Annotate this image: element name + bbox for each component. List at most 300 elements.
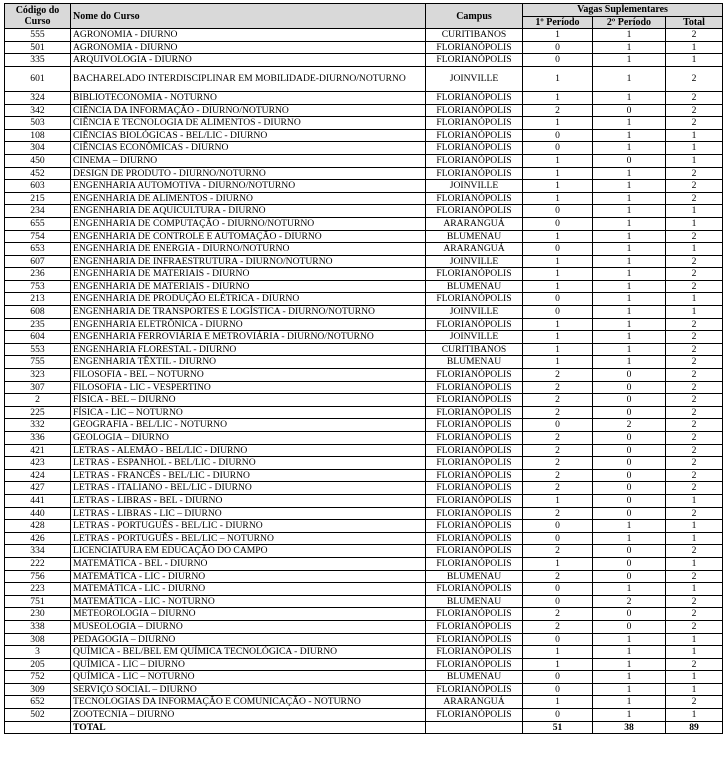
campus: BLUMENAU	[426, 595, 523, 608]
course-name: CINEMA – DIURNO	[71, 154, 426, 167]
total: 1	[666, 683, 723, 696]
table-row	[5, 557, 723, 570]
course-name: MATEMÁTICA - LIC - NOTURNO	[71, 595, 426, 608]
period-1: 1	[523, 494, 593, 507]
table-row	[5, 142, 723, 155]
course-name: SERVIÇO SOCIAL – DIURNO	[71, 683, 426, 696]
course-name: AGRONOMIA - DIURNO	[71, 29, 426, 42]
course-code: 751	[5, 595, 71, 608]
course-code: 753	[5, 280, 71, 293]
period-2: 0	[593, 406, 666, 419]
period-1: 0	[523, 683, 593, 696]
total: 2	[666, 482, 723, 495]
period-2: 1	[593, 205, 666, 218]
total: 1	[666, 494, 723, 507]
course-code: 755	[5, 356, 71, 369]
total: 2	[666, 406, 723, 419]
total: 2	[666, 255, 723, 268]
table-row	[5, 683, 723, 696]
total: 2	[666, 469, 723, 482]
period-2: 2	[593, 595, 666, 608]
course-code: 332	[5, 419, 71, 432]
period-1: 2	[523, 104, 593, 117]
total-label: TOTAL	[71, 721, 426, 734]
total: 2	[666, 180, 723, 193]
campus: FLORIANÓPOLIS	[426, 129, 523, 142]
period-2: 0	[593, 444, 666, 457]
period-2: 1	[593, 583, 666, 596]
course-name: LETRAS - LIBRAS - BEL - DIURNO	[71, 494, 426, 507]
table-row	[5, 280, 723, 293]
course-code: 756	[5, 570, 71, 583]
period-1: 2	[523, 457, 593, 470]
period-2: 0	[593, 104, 666, 117]
course-name: ZOOTECNIA – DIURNO	[71, 709, 426, 722]
total: 2	[666, 343, 723, 356]
total: 2	[666, 369, 723, 382]
period-2: 0	[593, 381, 666, 394]
campus: FLORIANÓPOLIS	[426, 117, 523, 130]
table-row	[5, 457, 723, 470]
campus: JOINVILLE	[426, 180, 523, 193]
period-1: 2	[523, 432, 593, 445]
period-1: 2	[523, 608, 593, 621]
total: 2	[666, 595, 723, 608]
course-code: 213	[5, 293, 71, 306]
table-row	[5, 167, 723, 180]
table-row	[5, 709, 723, 722]
course-code: 235	[5, 318, 71, 331]
course-name: ENGENHARIA DE PRODUÇÃO ELÉTRICA - DIURNO	[71, 293, 426, 306]
period-1: 1	[523, 331, 593, 344]
total: 1	[666, 671, 723, 684]
course-code: 752	[5, 671, 71, 684]
period-1: 2	[523, 369, 593, 382]
total: 2	[666, 29, 723, 42]
period-1: 2	[523, 570, 593, 583]
course-name: ENGENHARIA AUTOMOTIVA - DIURNO/NOTURNO	[71, 180, 426, 193]
course-code: 555	[5, 29, 71, 42]
course-name: ENGENHARIA DE MATERIAIS - DIURNO	[71, 280, 426, 293]
period-1: 2	[523, 482, 593, 495]
total: 1	[666, 205, 723, 218]
period-2: 0	[593, 545, 666, 558]
total: 1	[666, 41, 723, 54]
period-2: 0	[593, 469, 666, 482]
campus: FLORIANÓPOLIS	[426, 142, 523, 155]
period-2: 1	[593, 343, 666, 356]
table-row	[5, 318, 723, 331]
period-1: 0	[523, 583, 593, 596]
table-row	[5, 306, 723, 319]
total-code-cell	[5, 721, 71, 734]
table-row	[5, 41, 723, 54]
campus: JOINVILLE	[426, 306, 523, 319]
table-row	[5, 583, 723, 596]
total: 2	[666, 608, 723, 621]
course-code: 450	[5, 154, 71, 167]
campus: FLORIANÓPOLIS	[426, 369, 523, 382]
table-row	[5, 268, 723, 281]
campus: CURITIBANOS	[426, 343, 523, 356]
total: 2	[666, 620, 723, 633]
course-code: 236	[5, 268, 71, 281]
header-name: Nome do Curso	[71, 4, 426, 29]
period-1: 2	[523, 394, 593, 407]
course-name: LETRAS - ITALIANO - BEL/LIC - DIURNO	[71, 482, 426, 495]
period-1: 2	[523, 507, 593, 520]
course-name: DESIGN DE PRODUTO - DIURNO/NOTURNO	[71, 167, 426, 180]
period-1: 0	[523, 243, 593, 256]
course-name: MATEMÁTICA - BEL - DIURNO	[71, 557, 426, 570]
period-2: 1	[593, 41, 666, 54]
course-name: METEOROLOGIA – DIURNO	[71, 608, 426, 621]
course-code: 342	[5, 104, 71, 117]
table-row	[5, 444, 723, 457]
period-1: 1	[523, 658, 593, 671]
campus: FLORIANÓPOLIS	[426, 532, 523, 545]
period-2: 0	[593, 620, 666, 633]
period-1: 1	[523, 117, 593, 130]
course-code: 440	[5, 507, 71, 520]
course-code: 503	[5, 117, 71, 130]
header-total: Total	[666, 16, 723, 29]
total: 2	[666, 280, 723, 293]
period-2: 0	[593, 507, 666, 520]
total: 2	[666, 444, 723, 457]
period-1: 0	[523, 293, 593, 306]
period-2: 1	[593, 29, 666, 42]
campus: FLORIANÓPOLIS	[426, 658, 523, 671]
campus: FLORIANÓPOLIS	[426, 646, 523, 659]
campus: BLUMENAU	[426, 671, 523, 684]
course-name: GEOLOGIA – DIURNO	[71, 432, 426, 445]
period-2: 1	[593, 696, 666, 709]
period-1: 1	[523, 29, 593, 42]
period-1: 0	[523, 595, 593, 608]
period-2: 1	[593, 268, 666, 281]
course-code: 653	[5, 243, 71, 256]
course-name: CIÊNCIA DA INFORMAÇÃO - DIURNO/NOTURNO	[71, 104, 426, 117]
course-code: 601	[5, 66, 71, 91]
period-1: 1	[523, 180, 593, 193]
period-2: 1	[593, 709, 666, 722]
total: 2	[666, 318, 723, 331]
period-2: 1	[593, 129, 666, 142]
course-code: 421	[5, 444, 71, 457]
period-2: 1	[593, 192, 666, 205]
period-2: 1	[593, 356, 666, 369]
total: 2	[666, 66, 723, 91]
campus: BLUMENAU	[426, 230, 523, 243]
course-code: 604	[5, 331, 71, 344]
period-1: 0	[523, 709, 593, 722]
table-row	[5, 507, 723, 520]
campus: FLORIANÓPOLIS	[426, 318, 523, 331]
period-2: 0	[593, 394, 666, 407]
period-2: 2	[593, 419, 666, 432]
period-1: 1	[523, 230, 593, 243]
period-1: 1	[523, 154, 593, 167]
course-code: 608	[5, 306, 71, 319]
table-row	[5, 356, 723, 369]
period-2: 1	[593, 142, 666, 155]
course-code: 607	[5, 255, 71, 268]
campus: JOINVILLE	[426, 331, 523, 344]
total: 1	[666, 532, 723, 545]
course-name: ARQUIVOLOGIA - DIURNO	[71, 54, 426, 67]
table-row	[5, 54, 723, 67]
header-p1: 1º Período	[523, 16, 593, 29]
period-2: 1	[593, 243, 666, 256]
period-2: 1	[593, 293, 666, 306]
course-name: ENGENHARIA DE COMPUTAÇÃO - DIURNO/NOTURNO	[71, 217, 426, 230]
course-name: MUSEOLOGIA – DIURNO	[71, 620, 426, 633]
total: 2	[666, 167, 723, 180]
period-1: 2	[523, 620, 593, 633]
course-code: 502	[5, 709, 71, 722]
period-2: 1	[593, 671, 666, 684]
course-code: 323	[5, 369, 71, 382]
period-1: 2	[523, 444, 593, 457]
course-name: ENGENHARIA DE INFRAESTRUTURA - DIURNO/NOTURNO	[71, 255, 426, 268]
table-row	[5, 205, 723, 218]
table-row	[5, 230, 723, 243]
campus: FLORIANÓPOLIS	[426, 709, 523, 722]
period-2: 0	[593, 482, 666, 495]
total: 2	[666, 331, 723, 344]
table-body	[5, 29, 723, 721]
table-row	[5, 91, 723, 104]
period-2: 1	[593, 683, 666, 696]
period-1: 0	[523, 41, 593, 54]
period-2: 1	[593, 217, 666, 230]
campus: ARARANGUÁ	[426, 243, 523, 256]
campus: FLORIANÓPOLIS	[426, 167, 523, 180]
period-1: 0	[523, 217, 593, 230]
period-1: 0	[523, 54, 593, 67]
period-1: 1	[523, 343, 593, 356]
period-2: 1	[593, 54, 666, 67]
total: 1	[666, 129, 723, 142]
table-row	[5, 494, 723, 507]
course-name: FÍSICA - LIC – NOTURNO	[71, 406, 426, 419]
header-code: Código do Curso	[5, 4, 71, 29]
campus: FLORIANÓPOLIS	[426, 54, 523, 67]
period-1: 2	[523, 381, 593, 394]
period-2: 1	[593, 646, 666, 659]
course-code: 335	[5, 54, 71, 67]
total: 2	[666, 394, 723, 407]
table-row	[5, 608, 723, 621]
table-row	[5, 66, 723, 91]
period-2: 1	[593, 520, 666, 533]
total: 2	[666, 545, 723, 558]
campus: FLORIANÓPOLIS	[426, 482, 523, 495]
course-name: ENGENHARIA DE CONTROLE E AUTOMAÇÃO - DIURNO	[71, 230, 426, 243]
period-2: 0	[593, 494, 666, 507]
table-row	[5, 570, 723, 583]
period-2: 1	[593, 255, 666, 268]
campus: FLORIANÓPOLIS	[426, 91, 523, 104]
course-code: 424	[5, 469, 71, 482]
campus: FLORIANÓPOLIS	[426, 469, 523, 482]
total: 2	[666, 356, 723, 369]
course-name: BIBLIOTECONOMIA - NOTURNO	[71, 91, 426, 104]
course-code: 754	[5, 230, 71, 243]
campus: FLORIANÓPOLIS	[426, 520, 523, 533]
course-name: ENGENHARIA FLORESTAL - DIURNO	[71, 343, 426, 356]
table-row	[5, 646, 723, 659]
period-2: 0	[593, 557, 666, 570]
campus: BLUMENAU	[426, 280, 523, 293]
table-row	[5, 406, 723, 419]
course-name: ENGENHARIA DE ENERGIA - DIURNO/NOTURNO	[71, 243, 426, 256]
total: 2	[666, 91, 723, 104]
table-row	[5, 104, 723, 117]
campus: FLORIANÓPOLIS	[426, 381, 523, 394]
campus: BLUMENAU	[426, 570, 523, 583]
campus: FLORIANÓPOLIS	[426, 154, 523, 167]
total-campus-cell	[426, 721, 523, 734]
period-2: 1	[593, 180, 666, 193]
campus: FLORIANÓPOLIS	[426, 683, 523, 696]
total-p1: 51	[523, 721, 593, 734]
period-1: 0	[523, 129, 593, 142]
total: 2	[666, 117, 723, 130]
total: 2	[666, 696, 723, 709]
campus: FLORIANÓPOLIS	[426, 620, 523, 633]
period-1: 1	[523, 192, 593, 205]
course-name: TECNOLOGIAS DA INFORMAÇÃO E COMUNICAÇÃO - NOTURNO	[71, 696, 426, 709]
total: 1	[666, 557, 723, 570]
period-2: 1	[593, 633, 666, 646]
total: 2	[666, 419, 723, 432]
period-2: 0	[593, 432, 666, 445]
total: 2	[666, 192, 723, 205]
total: 1	[666, 520, 723, 533]
campus: FLORIANÓPOLIS	[426, 507, 523, 520]
table-row	[5, 381, 723, 394]
course-name: FILOSOFIA - LIC - VESPERTINO	[71, 381, 426, 394]
total: 1	[666, 154, 723, 167]
campus: ARARANGUÁ	[426, 217, 523, 230]
period-1: 1	[523, 646, 593, 659]
period-1: 0	[523, 205, 593, 218]
course-code: 452	[5, 167, 71, 180]
table-row	[5, 293, 723, 306]
course-code: 304	[5, 142, 71, 155]
table-row	[5, 180, 723, 193]
course-code: 426	[5, 532, 71, 545]
total: 2	[666, 507, 723, 520]
course-code: 441	[5, 494, 71, 507]
period-1: 1	[523, 91, 593, 104]
total: 1	[666, 646, 723, 659]
period-2: 1	[593, 331, 666, 344]
period-2: 0	[593, 570, 666, 583]
course-code: 334	[5, 545, 71, 558]
course-code: 423	[5, 457, 71, 470]
period-1: 1	[523, 318, 593, 331]
campus: FLORIANÓPOLIS	[426, 432, 523, 445]
campus: FLORIANÓPOLIS	[426, 41, 523, 54]
total-row	[5, 721, 723, 734]
course-code: 309	[5, 683, 71, 696]
total: 1	[666, 243, 723, 256]
total: 2	[666, 570, 723, 583]
table-row	[5, 545, 723, 558]
campus: FLORIANÓPOLIS	[426, 633, 523, 646]
total: 2	[666, 432, 723, 445]
campus: FLORIANÓPOLIS	[426, 583, 523, 596]
header-p2: 2º Período	[593, 16, 666, 29]
course-name: ENGENHARIA DE AQUICULTURA - DIURNO	[71, 205, 426, 218]
table-row	[5, 243, 723, 256]
total: 2	[666, 457, 723, 470]
total-p2: 38	[593, 721, 666, 734]
campus: JOINVILLE	[426, 255, 523, 268]
period-2: 1	[593, 91, 666, 104]
course-code: 308	[5, 633, 71, 646]
campus: JOINVILLE	[426, 66, 523, 91]
total: 1	[666, 293, 723, 306]
period-1: 1	[523, 268, 593, 281]
course-name: ENGENHARIA DE MATERIAIS - DIURNO	[71, 268, 426, 281]
table-row	[5, 595, 723, 608]
table-row	[5, 192, 723, 205]
campus: FLORIANÓPOLIS	[426, 205, 523, 218]
table-row	[5, 469, 723, 482]
course-code: 427	[5, 482, 71, 495]
period-2: 0	[593, 154, 666, 167]
course-name: GEOGRAFIA - BEL/LIC - NOTURNO	[71, 419, 426, 432]
campus: FLORIANÓPOLIS	[426, 457, 523, 470]
table-row	[5, 532, 723, 545]
period-1: 0	[523, 633, 593, 646]
campus: FLORIANÓPOLIS	[426, 192, 523, 205]
total: 2	[666, 381, 723, 394]
campus: FLORIANÓPOLIS	[426, 406, 523, 419]
table-row	[5, 117, 723, 130]
header-vagas: Vagas Suplementares	[523, 4, 723, 17]
header-row	[5, 4, 723, 17]
table-row	[5, 331, 723, 344]
campus: FLORIANÓPOLIS	[426, 444, 523, 457]
course-name: ENGENHARIA DE ALIMENTOS - DIURNO	[71, 192, 426, 205]
period-2: 1	[593, 658, 666, 671]
course-name: ENGENHARIA ELETRÔNICA - DIURNO	[71, 318, 426, 331]
course-code: 603	[5, 180, 71, 193]
campus: FLORIANÓPOLIS	[426, 394, 523, 407]
course-name: PEDAGOGIA – DIURNO	[71, 633, 426, 646]
period-2: 0	[593, 369, 666, 382]
campus: FLORIANÓPOLIS	[426, 494, 523, 507]
course-code: 222	[5, 557, 71, 570]
course-name: QUÍMICA - LIC – DIURNO	[71, 658, 426, 671]
period-2: 1	[593, 280, 666, 293]
table-row	[5, 620, 723, 633]
period-2: 1	[593, 117, 666, 130]
course-name: LETRAS - ESPANHOL - BEL/LIC - DIURNO	[71, 457, 426, 470]
course-name: MATEMÁTICA - LIC - DIURNO	[71, 570, 426, 583]
campus: FLORIANÓPOLIS	[426, 268, 523, 281]
campus: FLORIANÓPOLIS	[426, 545, 523, 558]
period-2: 1	[593, 318, 666, 331]
period-2: 1	[593, 306, 666, 319]
table-row	[5, 419, 723, 432]
total: 1	[666, 54, 723, 67]
